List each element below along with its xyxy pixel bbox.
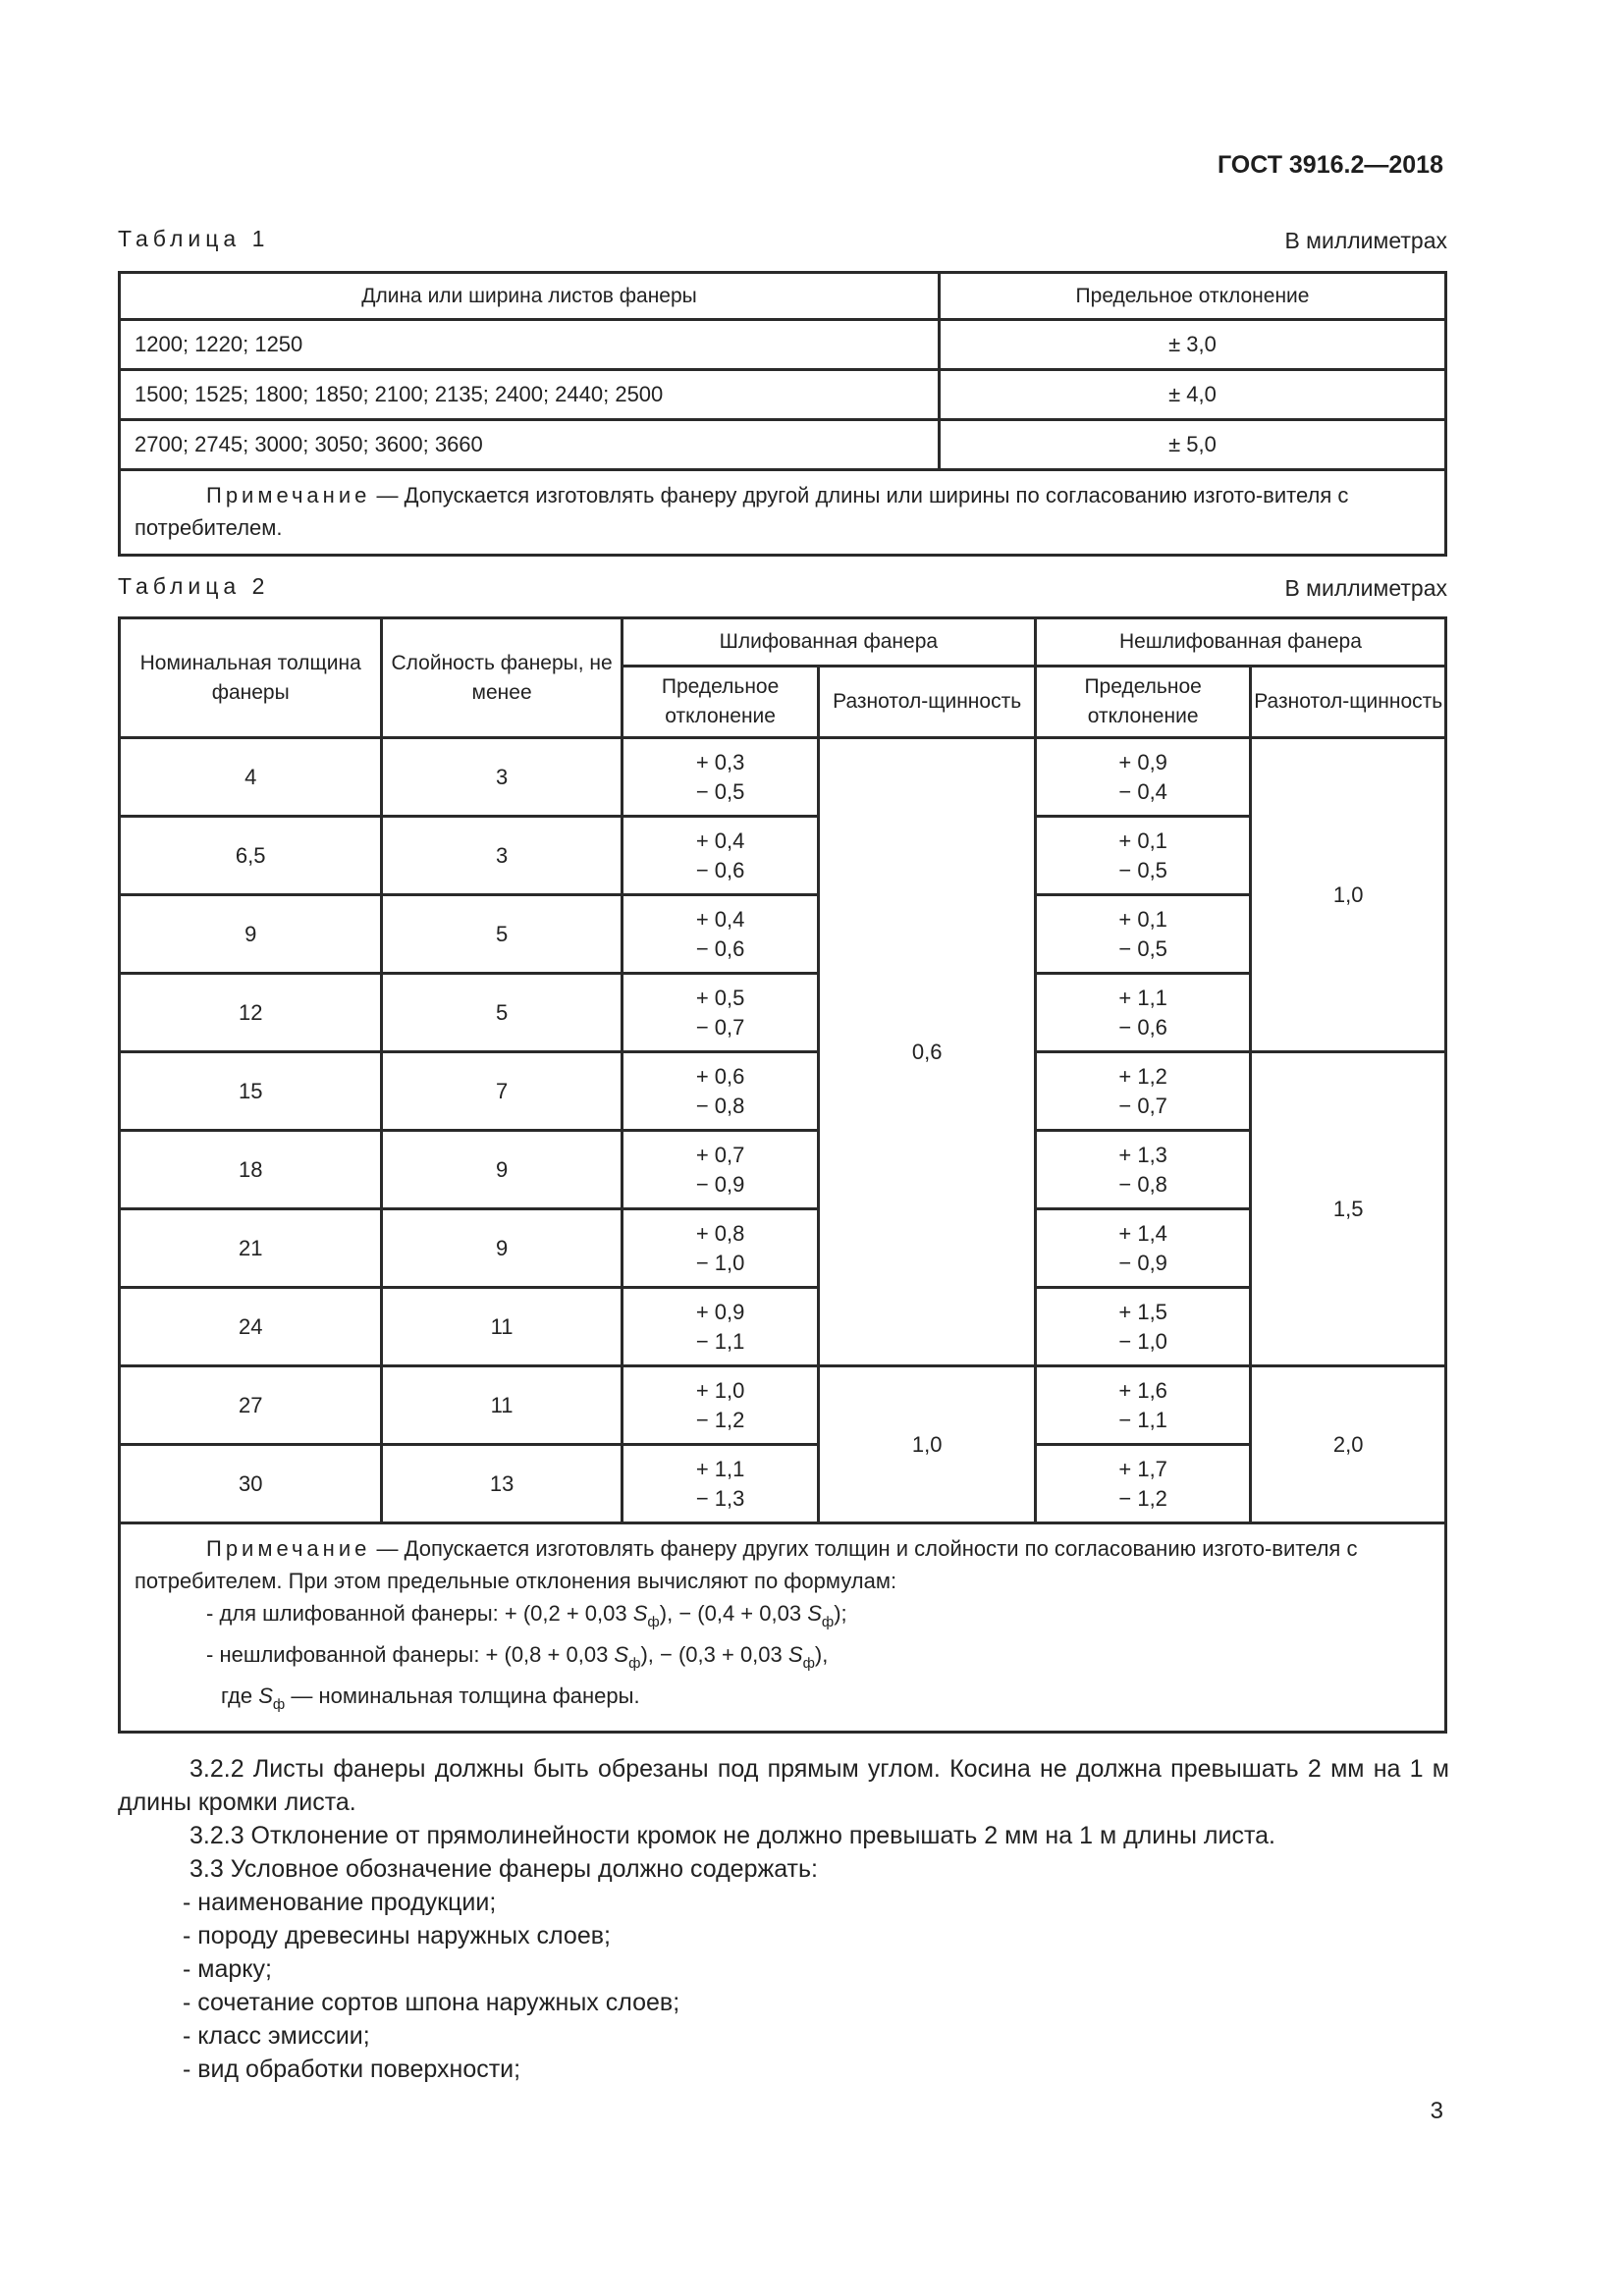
deviation-plus: + 0,3 <box>695 749 745 774</box>
table2-cell-thickness: 12 <box>120 974 382 1052</box>
table2-cell-thickness: 18 <box>120 1131 382 1209</box>
deviation-plus: + 0,7 <box>695 1142 745 1167</box>
table1-cell-sizes: 2700; 2745; 3000; 3050; 3600; 3660 <box>120 420 940 470</box>
deviation-plus: + 0,1 <box>1118 906 1167 932</box>
table1-header-tolerance: Предельное отклонение <box>940 273 1446 320</box>
table2-cell-plies: 5 <box>382 895 622 974</box>
table2-header-unsanded: Нешлифованная фанера <box>1035 618 1445 667</box>
table1-header-row <box>120 273 1446 320</box>
table2-cell-plies: 3 <box>382 738 622 817</box>
table2-header-unsanded-variation: Разнотол-щинность <box>1251 667 1446 738</box>
table2-header-unsanded-deviation: Предельное отклонение <box>1035 667 1251 738</box>
table1-unit: В миллиметрах <box>1284 228 1447 253</box>
deviation-plus: + 0,8 <box>695 1220 745 1246</box>
table-row <box>120 738 1446 817</box>
clause-3-2-2: 3.2.2 Листы фанеры должны быть обрезаны под прямым углом. Косина не должна превышать 2 мм на 1 м длины кромки листа. <box>118 1755 1449 1816</box>
deviation-plus: + 1,3 <box>1118 1142 1167 1167</box>
formula-text: где <box>221 1683 259 1708</box>
table2-cell-sanded-deviation <box>622 817 819 895</box>
table2-cell-sanded-variation: 1,0 <box>819 1366 1035 1523</box>
deviation-minus: − 1,0 <box>1118 1328 1167 1354</box>
deviation-minus: − 0,6 <box>695 935 745 961</box>
page-number: 3 <box>1430 2098 1443 2124</box>
table2-cell-unsanded-variation: 1,5 <box>1251 1052 1446 1366</box>
deviation-minus: − 0,4 <box>1118 778 1167 804</box>
deviation-plus: + 0,4 <box>695 906 745 932</box>
deviation-minus: − 1,2 <box>695 1407 745 1432</box>
deviation-plus: + 1,7 <box>1118 1456 1167 1481</box>
formula-text: - для шлифованной фанеры: + (0,2 + 0,03 <box>206 1601 633 1626</box>
table2-cell-unsanded-deviation <box>1035 1366 1251 1445</box>
table1-cell-tolerance: ± 5,0 <box>940 420 1446 470</box>
symbol-subscript: ф <box>628 1655 641 1672</box>
list-item: - класс эмиссии; <box>183 2022 370 2050</box>
deviation-plus: + 1,2 <box>1118 1063 1167 1089</box>
table1-note-text: — Допускается изготовлять фанеру другой длины или ширины по согласованию изгото-вителя с потребителем. <box>135 483 1349 540</box>
table2-cell-thickness: 27 <box>120 1366 382 1445</box>
table2-cell-thickness: 30 <box>120 1445 382 1523</box>
table2-cell-thickness: 9 <box>120 895 382 974</box>
table2-header-sanded-deviation: Предельное отклонение <box>622 667 819 738</box>
list-item: - вид обработки поверхности; <box>183 2056 521 2083</box>
formula-text: ), − (0,3 + 0,03 <box>640 1642 788 1667</box>
table2-cell-sanded-deviation <box>622 1445 819 1523</box>
table2-cell-unsanded-deviation <box>1035 974 1251 1052</box>
table2-cell-plies: 3 <box>382 817 622 895</box>
symbol-s: S <box>632 1601 648 1626</box>
table1-cell-sizes: 1200; 1220; 1250 <box>120 320 940 370</box>
table2-cell-unsanded-variation: 2,0 <box>1251 1366 1446 1523</box>
table2-header-sanded-variation: Разнотол-щинность <box>819 667 1035 738</box>
deviation-minus: − 0,5 <box>695 778 745 804</box>
table2-cell-unsanded-variation: 1,0 <box>1251 738 1446 1052</box>
table1-cell-tolerance: ± 4,0 <box>940 370 1446 420</box>
formula-text: ), − (0,4 + 0,03 <box>659 1601 808 1626</box>
deviation-minus: − 0,8 <box>1118 1171 1167 1197</box>
table2-header-thickness: Номинальная толщина фанеры <box>120 618 382 738</box>
clause-3-2-3: 3.2.3 Отклонение от прямолинейности кромок не должно превышать 2 мм на 1 м длины листа. <box>189 1822 1276 1849</box>
symbol-subscript: ф <box>821 1614 835 1630</box>
clause-3-3: 3.3 Условное обозначение фанеры должно содержать: <box>189 1855 818 1883</box>
table2-cell-sanded-deviation <box>622 1052 819 1131</box>
deviation-minus: − 1,1 <box>695 1328 745 1354</box>
deviation-minus: − 0,7 <box>1118 1093 1167 1118</box>
formula-sanded <box>135 1597 1431 1638</box>
deviation-plus: + 1,0 <box>695 1377 745 1403</box>
table2-cell-unsanded-deviation <box>1035 895 1251 974</box>
table2-cell-thickness: 24 <box>120 1288 382 1366</box>
table2-caption: Таблица 2 <box>118 573 270 599</box>
deviation-plus: + 1,5 <box>1118 1299 1167 1324</box>
symbol-s: S <box>258 1683 273 1708</box>
deviation-plus: + 1,6 <box>1118 1377 1167 1403</box>
deviation-plus: + 0,9 <box>1118 749 1167 774</box>
table2-cell-unsanded-deviation <box>1035 738 1251 817</box>
deviation-minus: − 1,2 <box>1118 1485 1167 1511</box>
table2-cell-plies: 9 <box>382 1209 622 1288</box>
body-text <box>118 1752 1449 2086</box>
deviation-minus: − 0,9 <box>695 1171 745 1197</box>
table2-cell-sanded-deviation <box>622 1209 819 1288</box>
table2-cell-thickness: 15 <box>120 1052 382 1131</box>
table-row <box>120 1209 1446 1288</box>
table-row <box>120 1131 1446 1209</box>
table1-cell-tolerance: ± 3,0 <box>940 320 1446 370</box>
table1 <box>118 271 1447 557</box>
deviation-plus: + 0,5 <box>695 985 745 1010</box>
table2-cell-sanded-deviation <box>622 1366 819 1445</box>
formula-text: ), <box>814 1642 829 1667</box>
deviation-minus: − 0,6 <box>1118 1014 1167 1040</box>
table-row <box>120 1445 1446 1523</box>
table2-cell-thickness: 4 <box>120 738 382 817</box>
table2-note-intro <box>135 1532 1431 1597</box>
table2-note-text: — Допускается изготовлять фанеру других толщин и слойности по согласованию изгото-вителя с потребителем. При этом предельные отклонения вычисляют по формулам: <box>135 1536 1358 1593</box>
table2-cell-unsanded-deviation <box>1035 1131 1251 1209</box>
table1-note-label: Примечание <box>206 483 371 507</box>
table2-cell-plies: 5 <box>382 974 622 1052</box>
table-row <box>120 817 1446 895</box>
table2-cell-thickness: 6,5 <box>120 817 382 895</box>
deviation-plus: + 1,4 <box>1118 1220 1167 1246</box>
table-row <box>120 1288 1446 1366</box>
table-row <box>120 895 1446 974</box>
table2-cell-plies: 11 <box>382 1366 622 1445</box>
deviation-plus: + 0,4 <box>695 828 745 853</box>
table-row <box>120 420 1446 470</box>
table2-cell-unsanded-deviation <box>1035 817 1251 895</box>
list-item: - марку; <box>183 1955 272 1983</box>
deviation-minus: − 0,5 <box>1118 935 1167 961</box>
table2-note-label: Примечание <box>206 1536 371 1561</box>
table2-cell-sanded-deviation <box>622 895 819 974</box>
deviation-plus: + 0,9 <box>695 1299 745 1324</box>
table2-header-row <box>120 618 1446 667</box>
table1-caption: Таблица 1 <box>118 226 270 251</box>
table2-cell-plies: 13 <box>382 1445 622 1523</box>
table1-note-row <box>120 470 1446 556</box>
deviation-plus: + 1,1 <box>695 1456 745 1481</box>
table2-cell-unsanded-deviation <box>1035 1052 1251 1131</box>
table2-cell-sanded-deviation <box>622 738 819 817</box>
table-row <box>120 1366 1446 1445</box>
table2-cell-sanded-deviation <box>622 1288 819 1366</box>
deviation-minus: − 0,9 <box>1118 1250 1167 1275</box>
table2-cell-sanded-deviation <box>622 1131 819 1209</box>
table2-cell-plies: 11 <box>382 1288 622 1366</box>
list-item: - породу древесины наружных слоев; <box>183 1922 611 1949</box>
table1-note <box>120 470 1446 556</box>
table2-cell-sanded-variation: 0,6 <box>819 738 1035 1366</box>
deviation-minus: − 0,6 <box>695 857 745 882</box>
table2-cell-unsanded-deviation <box>1035 1209 1251 1288</box>
formula-unsanded <box>135 1638 1431 1680</box>
deviation-minus: − 1,1 <box>1118 1407 1167 1432</box>
table2-header-plies: Слойность фанеры, не менее <box>382 618 622 738</box>
table2-cell-thickness: 21 <box>120 1209 382 1288</box>
deviation-plus: + 0,1 <box>1118 828 1167 853</box>
table-row <box>120 1052 1446 1131</box>
table-row <box>120 320 1446 370</box>
table2-cell-sanded-deviation <box>622 974 819 1052</box>
table-row <box>120 370 1446 420</box>
table2 <box>118 616 1447 1734</box>
formula-text: - нешлифованной фанеры: + (0,8 + 0,03 <box>206 1642 615 1667</box>
deviation-plus: + 1,1 <box>1118 985 1167 1010</box>
list-item: - наименование продукции; <box>183 1889 497 1916</box>
table-row <box>120 974 1446 1052</box>
table2-cell-unsanded-deviation <box>1035 1445 1251 1523</box>
deviation-minus: − 1,0 <box>695 1250 745 1275</box>
table2-header-sanded: Шлифованная фанера <box>622 618 1035 667</box>
table2-cell-plies: 9 <box>382 1131 622 1209</box>
symbol-subscript: ф <box>802 1655 815 1672</box>
table1-cell-sizes: 1500; 1525; 1800; 1850; 2100; 2135; 2400; 2440; 2500 <box>120 370 940 420</box>
table2-unit: В миллиметрах <box>1284 575 1447 601</box>
table2-cell-plies: 7 <box>382 1052 622 1131</box>
list-item: - сочетание сортов шпона наружных слоев; <box>183 1989 680 2016</box>
symbol-subscript: ф <box>647 1614 660 1630</box>
formula-text: ); <box>834 1601 847 1626</box>
symbol-s: S <box>807 1601 822 1626</box>
table1-header-sizes: Длина или ширина листов фанеры <box>120 273 940 320</box>
formula-where <box>135 1680 1431 1721</box>
symbol-s: S <box>614 1642 629 1667</box>
symbol-s: S <box>787 1642 803 1667</box>
deviation-plus: + 0,6 <box>695 1063 745 1089</box>
deviation-minus: − 1,3 <box>695 1485 745 1511</box>
table2-note <box>120 1523 1446 1733</box>
document-header: ГОСТ 3916.2—2018 <box>1217 151 1443 179</box>
symbol-subscript: ф <box>272 1696 286 1713</box>
deviation-minus: − 0,7 <box>695 1014 745 1040</box>
table2-note-row <box>120 1523 1446 1733</box>
table2-cell-unsanded-deviation <box>1035 1288 1251 1366</box>
formula-text: — номинальная толщина фанеры. <box>285 1683 640 1708</box>
deviation-minus: − 0,5 <box>1118 857 1167 882</box>
deviation-minus: − 0,8 <box>695 1093 745 1118</box>
